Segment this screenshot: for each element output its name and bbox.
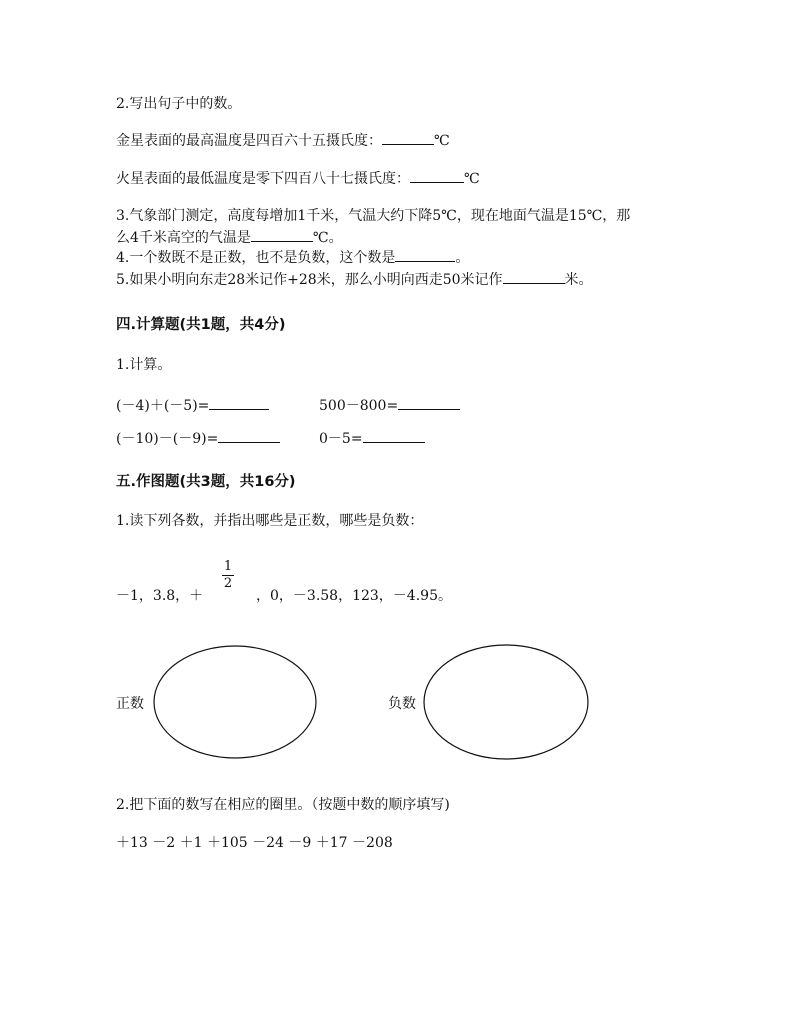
- negative-circle[interactable]: [424, 645, 588, 759]
- section4-q1-title: 1.计算。: [116, 357, 172, 373]
- calc-expr-1-text: (－4)＋(－5)=: [116, 398, 210, 414]
- q3-line1: 3.气象部门测定，高度每增加1千米，气温大约下降5℃，现在地面气温是15℃，那: [116, 208, 631, 224]
- q3-unit: ℃。: [312, 230, 343, 246]
- q4-text: 4.一个数既不是正数，也不是负数，这个数是: [116, 250, 396, 266]
- q3-line2-text: 么4千米高空的气温是: [116, 230, 251, 246]
- calc-expr-4-text: 0－5=: [319, 431, 363, 447]
- calc-expr-2-text: 500－800=: [319, 398, 399, 414]
- calc-expr-3-text: (－10)－(－9)=: [116, 431, 219, 447]
- section5-q2-numbers: ＋13 －2 ＋1 ＋105 －24 －9 ＋17 －208: [116, 835, 393, 851]
- unit-celsius: ℃: [464, 171, 480, 187]
- numbers-list-start: －1，3.8，＋: [116, 588, 204, 604]
- q2-mars-text: 火星表面的最低温度是零下四百八十七摄氏度：: [116, 171, 410, 187]
- unit-celsius: ℃: [434, 133, 450, 149]
- section5-q1-title: 1.读下列各数，并指出哪些是正数，哪些是负数：: [116, 513, 424, 529]
- q2-venus-text: 金星表面的最高温度是四百六十五摄氏度：: [116, 133, 382, 149]
- fraction-denominator: 2: [223, 576, 233, 591]
- numbers-list-end: ，0，－3.58，123，－4.95。: [256, 588, 452, 604]
- q4-end: 。: [455, 250, 470, 266]
- section5-heading: 五.作图题(共3题，共16分): [116, 474, 296, 490]
- section4-heading: 四.计算题(共1题，共4分): [116, 317, 286, 333]
- negative-label: 负数: [388, 696, 416, 712]
- q2-title: 2.写出句子中的数。: [116, 96, 242, 112]
- positive-label: 正数: [116, 696, 144, 712]
- section5-q2-title: 2.把下面的数写在相应的圈里。（按题中数的顺序填写): [116, 797, 450, 813]
- q5-end: 米。: [564, 272, 593, 288]
- q5-text: 5.如果小明向东走28米记作+28米，那么小明向西走50米记作: [116, 272, 503, 288]
- fraction-numerator: 1: [223, 559, 233, 574]
- positive-circle[interactable]: [154, 646, 316, 758]
